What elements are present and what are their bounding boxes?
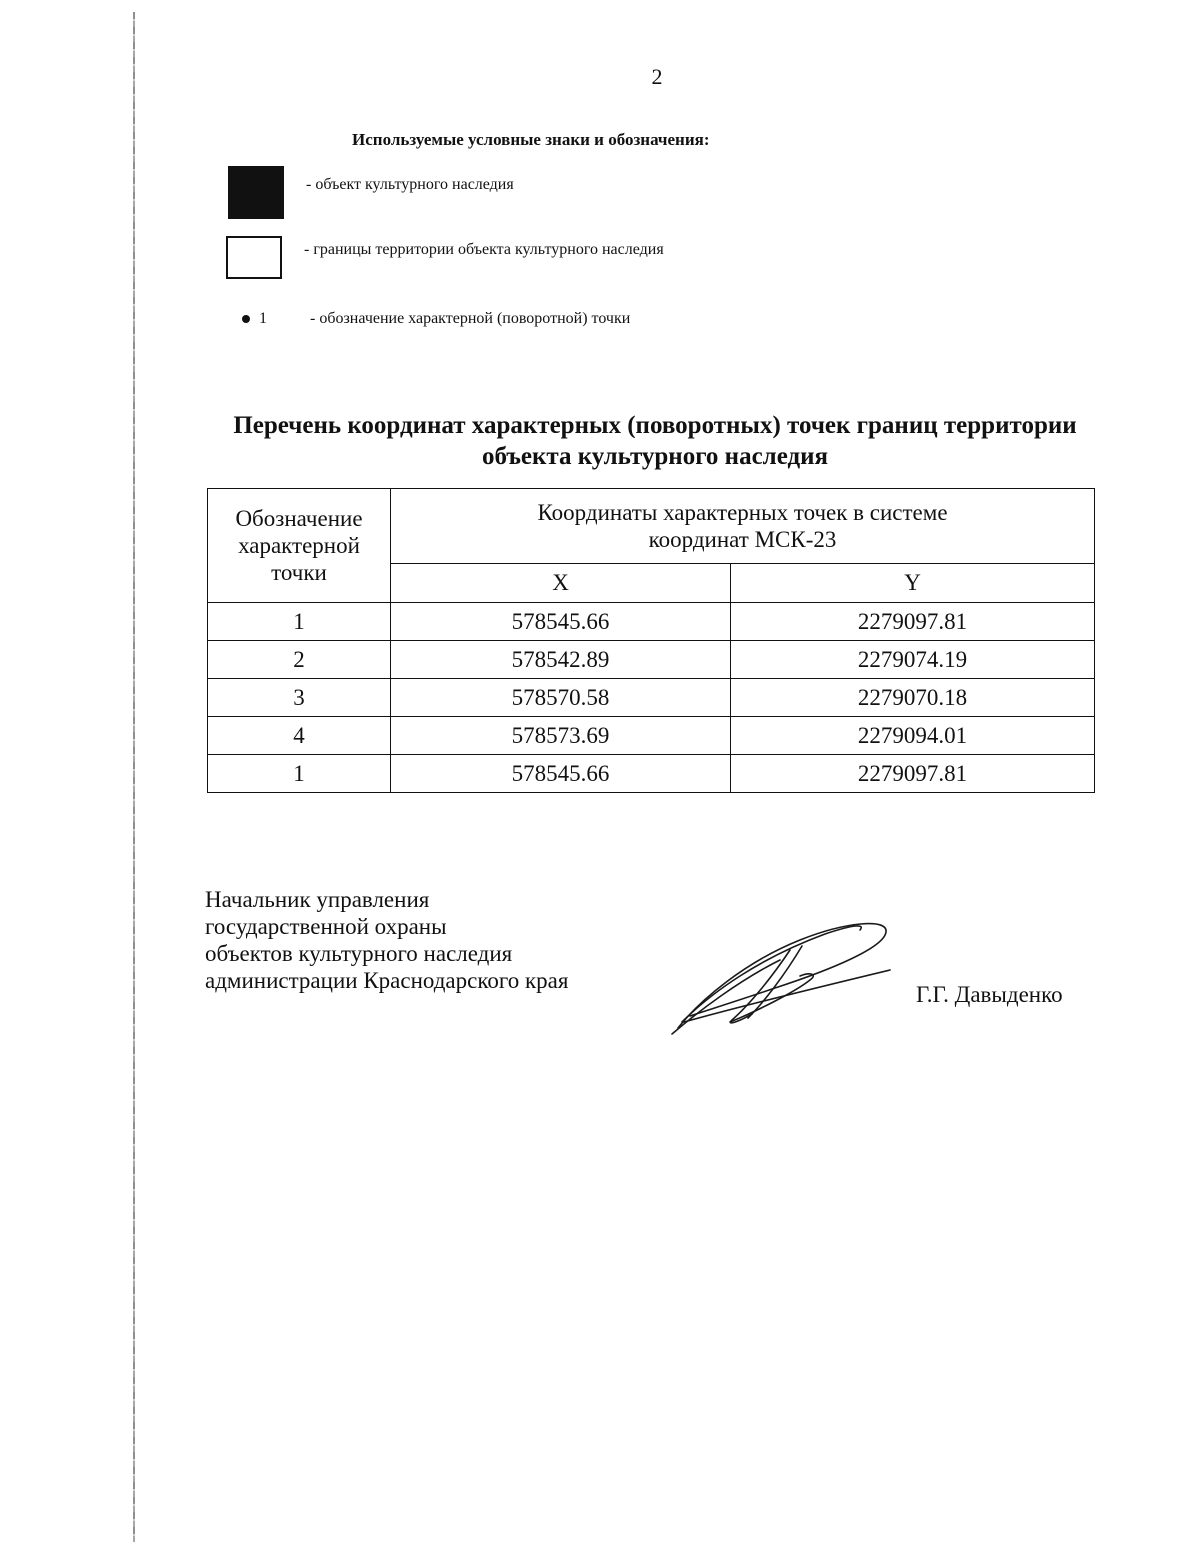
- point-cell: 2: [208, 641, 391, 679]
- legend-item-description: - обозначение характерной (поворотной) точки: [310, 310, 631, 327]
- y-cell: 2279094.01: [731, 717, 1095, 755]
- y-cell: 2279074.19: [731, 641, 1095, 679]
- coordinates-title-line-1: Перечень координат характерных (поворотных) точек границ территории: [233, 412, 1077, 439]
- x-cell: 578545.66: [391, 603, 731, 641]
- legend-item-description: - объект культурного наследия: [306, 175, 514, 193]
- point-cell: 3: [208, 679, 391, 717]
- x-cell: 578542.89: [391, 641, 731, 679]
- point-marker-label: 1: [259, 310, 267, 327]
- y-cell: 2279070.18: [731, 679, 1095, 717]
- y-cell: 2279097.81: [731, 755, 1095, 793]
- table-row: [208, 755, 1095, 793]
- signatory-position-line: Начальник управления: [205, 887, 430, 912]
- table-row: [208, 679, 1095, 717]
- page-number: 2: [651, 64, 663, 89]
- coordinates-title-line-2: объекта культурного наследия: [481, 443, 829, 470]
- signatory-position-line: администрации Краснодарского края: [205, 968, 569, 993]
- x-cell: 578570.58: [391, 679, 731, 717]
- legend-title: Используемые условные знаки и обозначения:: [352, 130, 710, 149]
- signatory-name: Г.Г. Давыденко: [916, 982, 1063, 1007]
- handwritten-signature: [660, 910, 900, 1035]
- coordinates-table: [207, 488, 1095, 793]
- filled-square-icon: [228, 166, 284, 219]
- header-x: X: [391, 564, 731, 603]
- header-coordinate-system-line-1: Координаты характерных точек в системе: [537, 500, 948, 525]
- header-point-designation: Обозначение характерной точки: [208, 489, 391, 603]
- outline-square-icon: [226, 236, 282, 279]
- legend-item-turning-point: [242, 310, 630, 328]
- signatory-position-line: объектов культурного наследия: [205, 941, 513, 966]
- header-y: Y: [731, 564, 1095, 603]
- point-cell: 1: [208, 755, 391, 793]
- table-row: [208, 717, 1095, 755]
- legend-item-heritage-object: [228, 166, 514, 219]
- x-cell: 578545.66: [391, 755, 731, 793]
- signatory-position-line: государственной охраны: [205, 914, 447, 939]
- scan-edge-line: [133, 12, 135, 1542]
- legend-item-description: - границы территории объекта культурного наследия: [304, 240, 664, 258]
- y-cell: 2279097.81: [731, 603, 1095, 641]
- point-marker: [242, 310, 310, 328]
- signatory-position: [205, 886, 568, 994]
- header-coordinate-system-line-2: координат МСК-23: [648, 527, 837, 552]
- point-dot-icon: [242, 315, 250, 323]
- coordinates-title: [180, 410, 1130, 472]
- table-row: [208, 641, 1095, 679]
- point-cell: 1: [208, 603, 391, 641]
- point-cell: 4: [208, 717, 391, 755]
- header-coordinate-system: [391, 489, 1095, 564]
- table-row: [208, 603, 1095, 641]
- x-cell: 578573.69: [391, 717, 731, 755]
- legend-item-territory-boundary: [226, 236, 664, 279]
